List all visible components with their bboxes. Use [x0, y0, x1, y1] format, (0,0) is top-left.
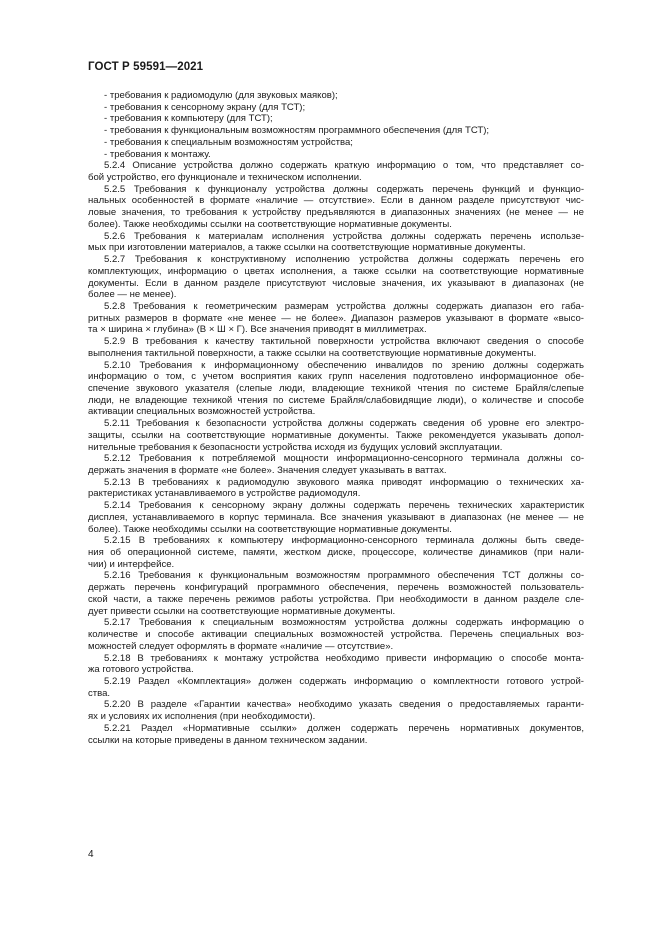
body-text — [88, 90, 584, 746]
text-line: держать значения в формате «не более». Значения следует указывать в ваттах. — [88, 465, 447, 476]
text-line: выполнения тактильной поверхности, а также ссылки на соответствующие нормативные документы. — [88, 347, 537, 359]
text-line: мых при изготовлении материалов, а также ссылки на соответствующие нормативные документы. — [88, 242, 526, 254]
text-line: количестве и способе активации специальных возможностей устройства. Перечень специальных воз- — [88, 629, 584, 641]
text-line: люди, не владеющие техникой чтения по системе Брайля/слабовидящие люди), о количестве и способе — [88, 394, 584, 406]
text-line: 5.2.11 Требования к безопасности устройства должны содержать сведения об уровне его электро- — [104, 418, 584, 430]
text-line: 5.2.8 Требования к геометрическим размерам устройства должны содержать диапазон его габа- — [104, 300, 584, 312]
text-line: - требования к сенсорному экрану (для ТСТ); — [104, 101, 306, 113]
text-line: можностей следует оформлять в формате «наличие — отсутствие». — [88, 640, 394, 652]
text-line: 5.2.10 Требования к информационному обеспечению инвалидов по зрению должны содержать — [104, 359, 584, 371]
text-line: ловые значения, то требования к устройству предъявляются в диапазонных значениях (не менее — не — [88, 207, 584, 219]
text-line: более). Также необходимы ссылки на соответствующие нормативные документы. — [88, 218, 452, 230]
text-line: 5.2.15 В требованиях к компьютеру информационно-сенсорного терминала должны быть сведе- — [104, 535, 584, 547]
text-line: 5.2.17 Требования к специальным возможностям устройства должны содержать информацию о — [104, 617, 584, 629]
text-line: - требования к функциональным возможностям программного обеспечения (для ТСТ); — [104, 125, 490, 137]
text-line: 5.2.21 Раздел «Нормативные ссылки» должен содержать перечень нормативных документов, — [104, 722, 584, 734]
text-line: - требования к монтажу. — [104, 148, 211, 160]
text-line: 5.2.14 Требования к сенсорному экрану должны содержать перечень технических характеристик — [104, 500, 584, 512]
text-line: нальных особенностей в формате «наличие — отсутствие». Если в данном разделе присутствуют чис- — [88, 195, 584, 207]
text-line: ссылки на которые приведены в данном техническом задании. — [88, 734, 368, 746]
text-line: ства. — [88, 687, 111, 699]
text-line: 5.2.18 В требованиях к монтажу устройства необходимо привести информацию о способе монта- — [104, 652, 584, 664]
text-line: рактеристиках устанавливаемого в устройстве радиомодуля. — [88, 488, 361, 500]
text-line: документы. Если в данном разделе присутствуют числовые значения, их указывают в диапазонах (не — [88, 277, 584, 289]
text-line: дует привести ссылки на соответствующие нормативные документы. — [88, 605, 396, 617]
text-line: 5.2.6 Требования к материалам исполнения устройства должны содержать перечень использе- — [104, 230, 584, 242]
text-line: - требования к компьютеру (для ТСТ); — [104, 113, 273, 125]
text-line: 5.2.20 В разделе «Гарантии качества» необходимо указать сведения о предоставляемых гаранти- — [104, 699, 584, 711]
document-header: ГОСТ Р 59591—2021 — [88, 61, 204, 73]
text-line: дисплея, устанавливаемого в корпус терминала. Все значения указывают в диапазонах (не менее — не — [88, 511, 584, 523]
text-line: 5.2.7 Требования к конструктивному исполнению устройства должны содержать перечень его — [104, 254, 584, 266]
text-line: более — не менее). — [88, 289, 177, 301]
text-line: 5.2.9 В требования к качеству тактильной поверхности устройства включают сведения о способе — [104, 336, 584, 348]
text-line: 5.2.4 Описание устройства должно содержать краткую информацию о том, что представляет со- — [104, 160, 584, 172]
text-line: ния об операционной системе, памяти, жестком диске, процессоре, количестве динамиков (при нали- — [88, 547, 584, 559]
text-line: более). Также необходимы ссылки на соответствующие нормативные документы. — [88, 523, 452, 535]
text-line: чии) и интерфейсе. — [88, 558, 175, 570]
text-line: ритных размеров в формате «не менее — не более». Диапазон размеров указывают в формате «высо- — [88, 312, 584, 324]
text-line: активации специальных возможностей устройства. — [88, 406, 316, 418]
text-line: ской части, а также перечень режимов работы устройства. При необходимости в данном разделе сле- — [88, 593, 584, 605]
text-line: спечение звукового указателя (слепые люди, владеющие техникой чтения по системе Брайля/слепые — [88, 382, 584, 394]
text-line: защиты, ссылки на соответствующие нормативные документы. Также рекомендуется указывать допол- — [88, 429, 584, 441]
text-line: 5.2.19 Раздел «Комплектация» должен содержать информацию о комплектности готового устрой- — [104, 675, 584, 687]
text-line: 5.2.16 Требования к функциональным возможностям программного обеспечения ТСТ должны со- — [104, 570, 584, 582]
page-number: 4 — [88, 849, 94, 860]
text-line: нительные требования к безопасности устройства исходя из будущих условий эксплуатации. — [88, 441, 503, 453]
text-line: 5.2.12 Требования к потребляемой мощности информационно-сенсорного терминала должны со- — [104, 453, 584, 465]
text-line: комплектующих, информацию о цветах исполнения, а также ссылки на соответствующие нормативные — [88, 265, 584, 277]
text-line: 5.2.5 Требования к функционалу устройства должны содержать перечень функций и функцио- — [104, 183, 584, 195]
text-line: - требования к радиомодулю (для звуковых маяков); — [104, 90, 338, 101]
text-line: 5.2.13 В требованиях к радиомодулю звукового маяка приводят информацию о технических ха- — [104, 476, 584, 488]
text-line: информацию о том, с учетом восприятия каких групп населения подготовлено информационное обе- — [88, 371, 584, 383]
text-line: - требования к специальным возможностям устройства; — [104, 136, 353, 148]
text-line: бой устройство, его функционале и техническом исполнении. — [88, 172, 362, 184]
text-line: ях и условиях их исполнения (при необходимости). — [88, 711, 316, 723]
text-line: та × ширина × глубина» (В × Ш × Г). Все значения приводят в миллиметрах. — [88, 324, 427, 336]
text-line: держать перечень конфигураций программного обеспечения, перечень возможностей пользователь- — [88, 582, 584, 594]
text-line: жа готового устройства. — [88, 664, 194, 676]
